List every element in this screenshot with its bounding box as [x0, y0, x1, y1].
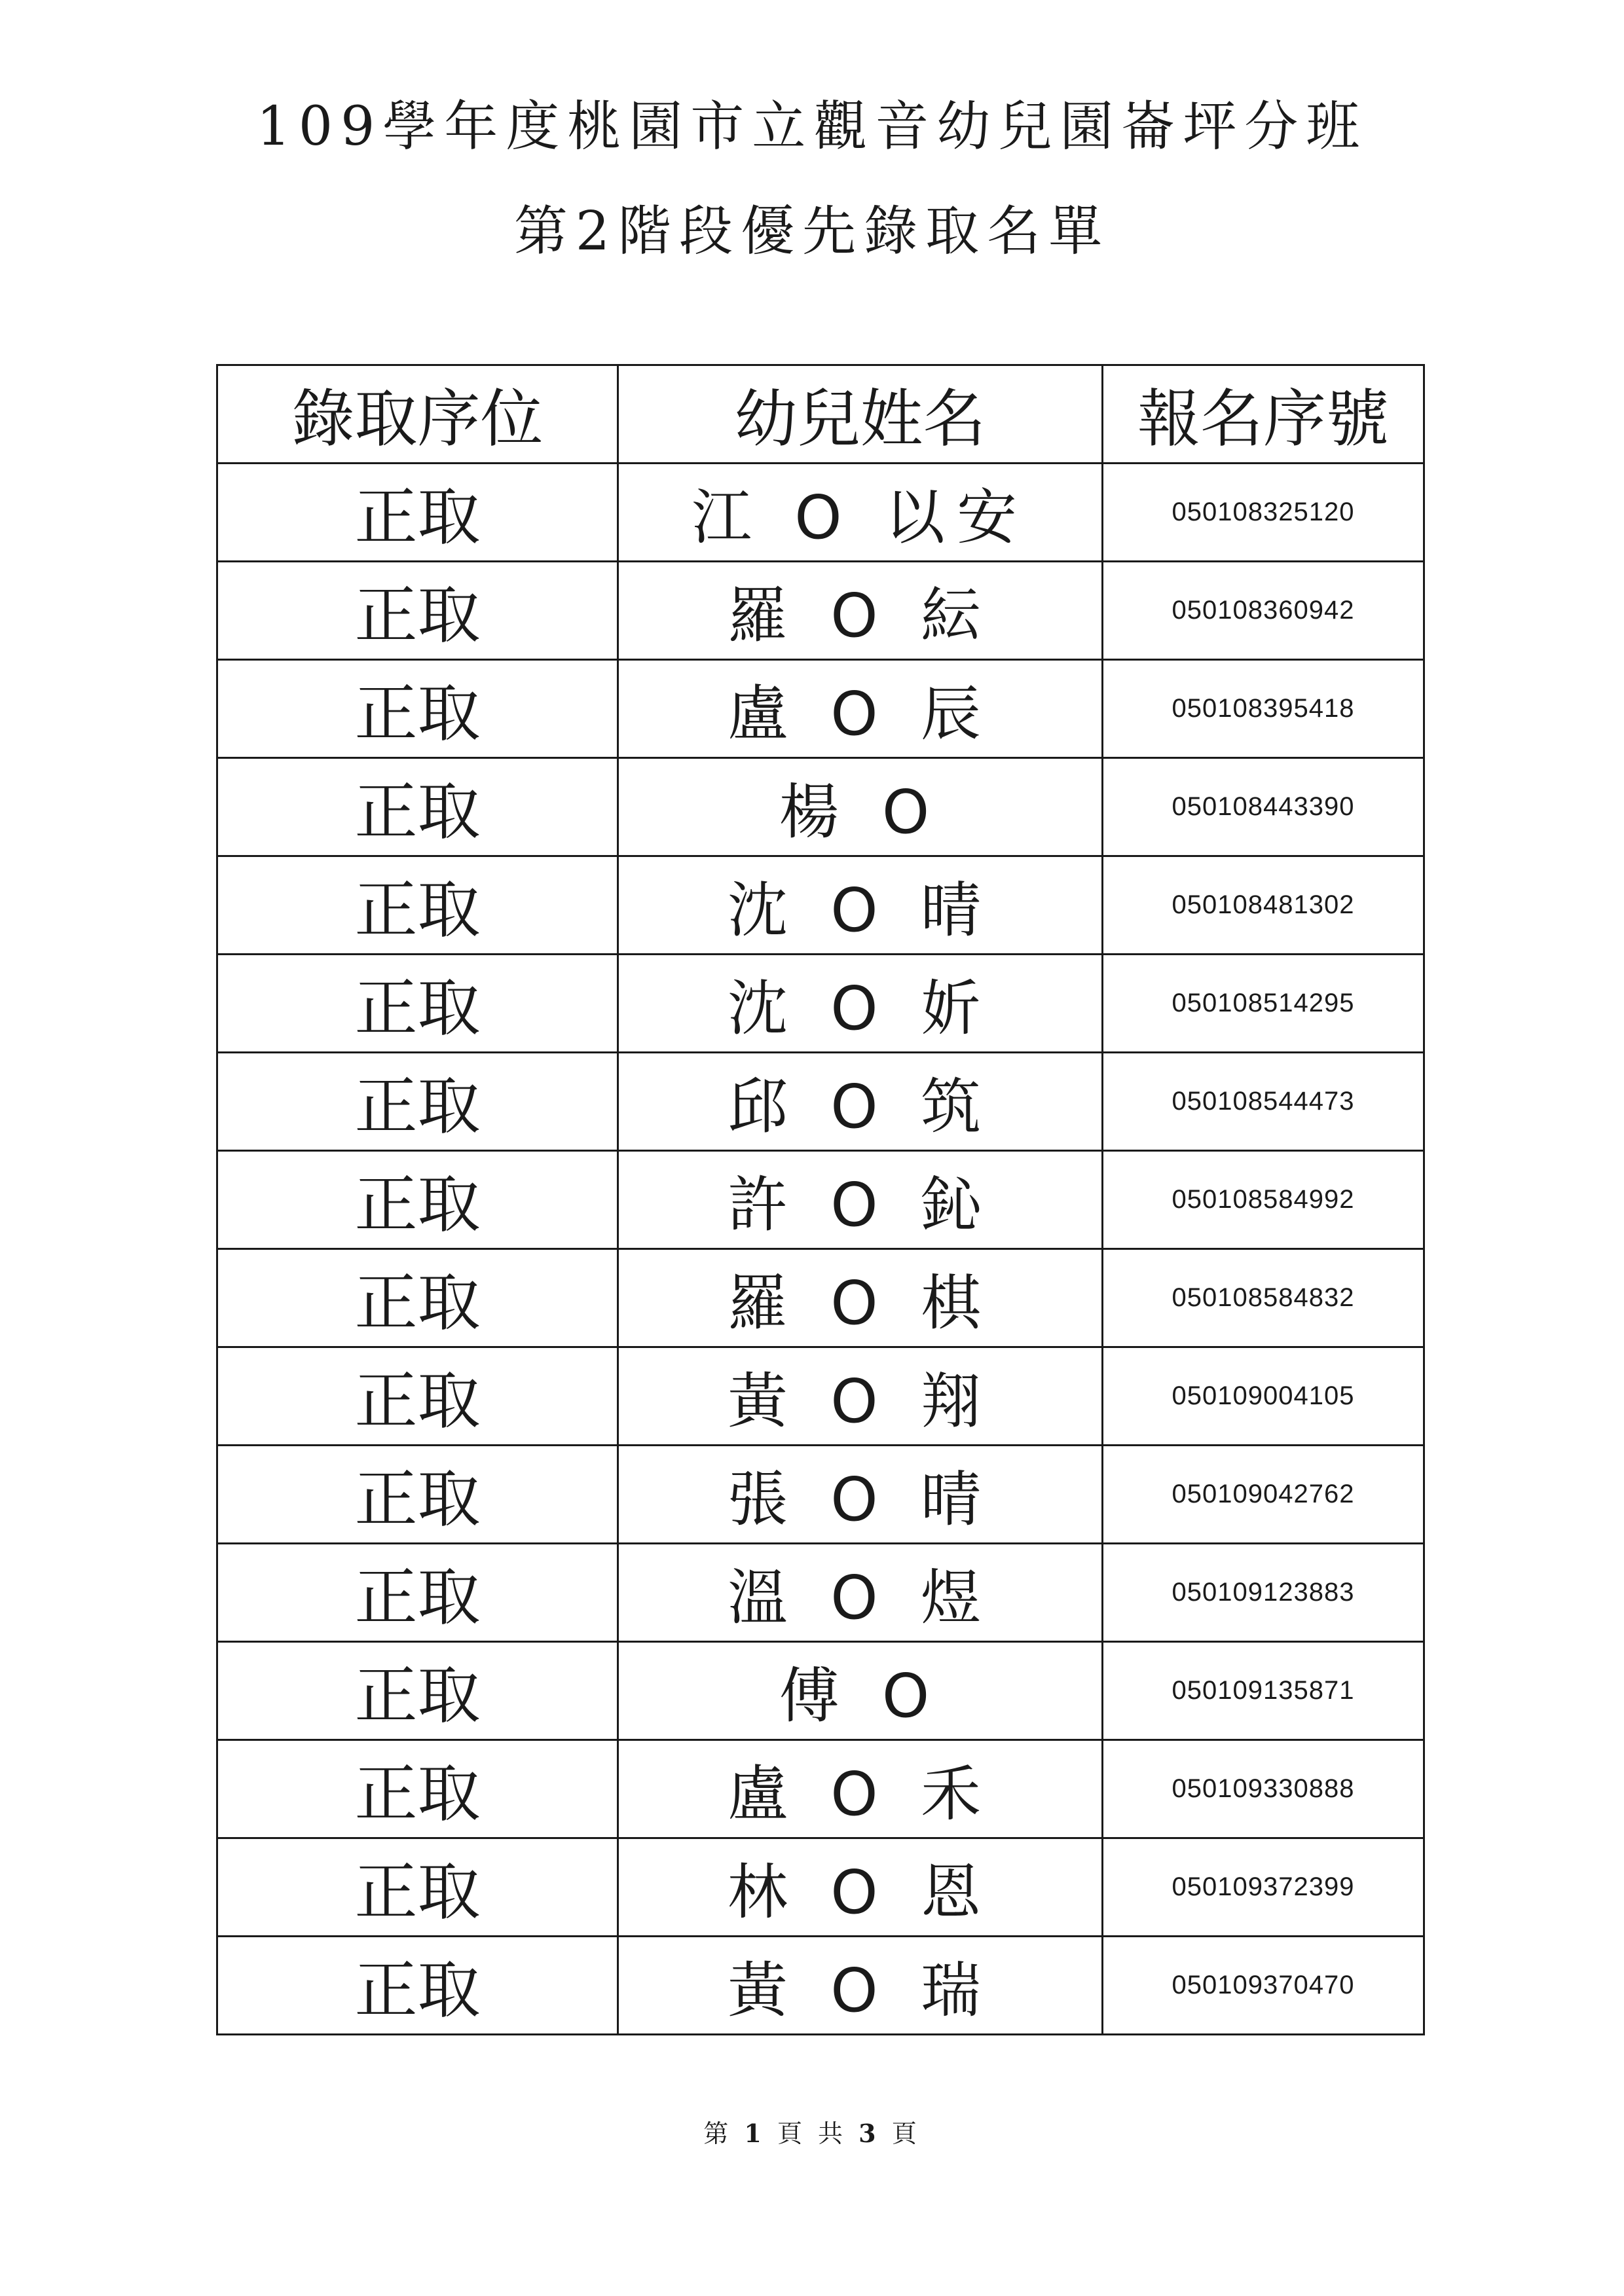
child-name: 黃 O 翔 — [618, 1347, 1103, 1446]
admission-status: 正取 — [217, 1544, 618, 1642]
table-header-row — [217, 365, 1424, 464]
child-name: 黃 O 瑞 — [618, 1937, 1103, 2035]
admission-status: 正取 — [217, 1053, 618, 1151]
registration-number: 050108325120 — [1103, 464, 1424, 562]
child-name: 沈 O 妡 — [618, 955, 1103, 1053]
admission-status: 正取 — [217, 1937, 618, 2035]
child-name: 羅 O 紜 — [618, 562, 1103, 660]
admission-status: 正取 — [217, 856, 618, 955]
registration-number: 050109135871 — [1103, 1642, 1424, 1740]
table-row — [217, 758, 1424, 856]
child-name: 盧 O 禾 — [618, 1740, 1103, 1838]
table-row — [217, 464, 1424, 562]
registration-number: 050108584832 — [1103, 1249, 1424, 1347]
registration-number: 050108395418 — [1103, 660, 1424, 758]
registration-number: 050108544473 — [1103, 1053, 1424, 1151]
document-title: 109學年度桃園市立觀音幼兒園崙坪分班 — [256, 96, 1368, 158]
header-child-name: 幼兒姓名 — [618, 365, 1103, 464]
admission-table-wrapper — [216, 364, 1423, 2035]
table-row — [217, 1151, 1424, 1249]
table-row — [217, 1053, 1424, 1151]
child-name: 張 O 晴 — [618, 1446, 1103, 1544]
admission-status: 正取 — [217, 758, 618, 856]
footer-current-page: 1 — [744, 2119, 766, 2148]
table-row — [217, 1838, 1424, 1937]
table-row — [217, 1249, 1424, 1347]
admission-status: 正取 — [217, 1740, 618, 1838]
child-name: 楊 O — [618, 758, 1103, 856]
table-row — [217, 1740, 1424, 1838]
child-name: 邱 O 筑 — [618, 1053, 1103, 1151]
footer-prefix: 第 — [703, 2119, 733, 2148]
child-name: 許 O 鈊 — [618, 1151, 1103, 1249]
registration-number: 050109042762 — [1103, 1446, 1424, 1544]
admission-status: 正取 — [217, 1151, 618, 1249]
admission-status: 正取 — [217, 955, 618, 1053]
header-admission-rank: 錄取序位 — [217, 365, 618, 464]
footer-total-pages: 3 — [858, 2119, 880, 2148]
footer-suffix: 頁 — [891, 2119, 921, 2148]
table-row — [217, 1544, 1424, 1642]
admission-status: 正取 — [217, 1838, 618, 1937]
registration-number: 050108584992 — [1103, 1151, 1424, 1249]
registration-number: 050108481302 — [1103, 856, 1424, 955]
table-row — [217, 1446, 1424, 1544]
child-name: 盧 O 辰 — [618, 660, 1103, 758]
table-row — [217, 660, 1424, 758]
document-subtitle: 第2階段優先錄取名單 — [513, 200, 1111, 263]
registration-number: 050109330888 — [1103, 1740, 1424, 1838]
registration-number: 050108514295 — [1103, 955, 1424, 1053]
registration-number: 050109123883 — [1103, 1544, 1424, 1642]
table-row — [217, 562, 1424, 660]
child-name: 羅 O 棋 — [618, 1249, 1103, 1347]
table-row — [217, 856, 1424, 955]
registration-number: 050109004105 — [1103, 1347, 1424, 1446]
admission-status: 正取 — [217, 1347, 618, 1446]
table-row — [217, 1347, 1424, 1446]
table-body — [217, 464, 1424, 2035]
registration-number: 050109372399 — [1103, 1838, 1424, 1937]
admission-status: 正取 — [217, 1446, 618, 1544]
table-row — [217, 955, 1424, 1053]
admission-status: 正取 — [217, 562, 618, 660]
table-row — [217, 1937, 1424, 2035]
page-footer — [0, 2113, 1624, 2149]
footer-middle: 頁 共 — [777, 2119, 847, 2148]
table-row — [217, 1642, 1424, 1740]
registration-number: 050108443390 — [1103, 758, 1424, 856]
admission-table — [216, 364, 1425, 2035]
child-name: 傅 O — [618, 1642, 1103, 1740]
child-name: 江 O 以安 — [618, 464, 1103, 562]
header-registration-number: 報名序號 — [1103, 365, 1424, 464]
admission-status: 正取 — [217, 464, 618, 562]
child-name: 溫 O 煜 — [618, 1544, 1103, 1642]
admission-status: 正取 — [217, 1642, 618, 1740]
registration-number: 050108360942 — [1103, 562, 1424, 660]
registration-number: 050109370470 — [1103, 1937, 1424, 2035]
admission-status: 正取 — [217, 1249, 618, 1347]
child-name: 林 O 恩 — [618, 1838, 1103, 1937]
child-name: 沈 O 晴 — [618, 856, 1103, 955]
admission-status: 正取 — [217, 660, 618, 758]
